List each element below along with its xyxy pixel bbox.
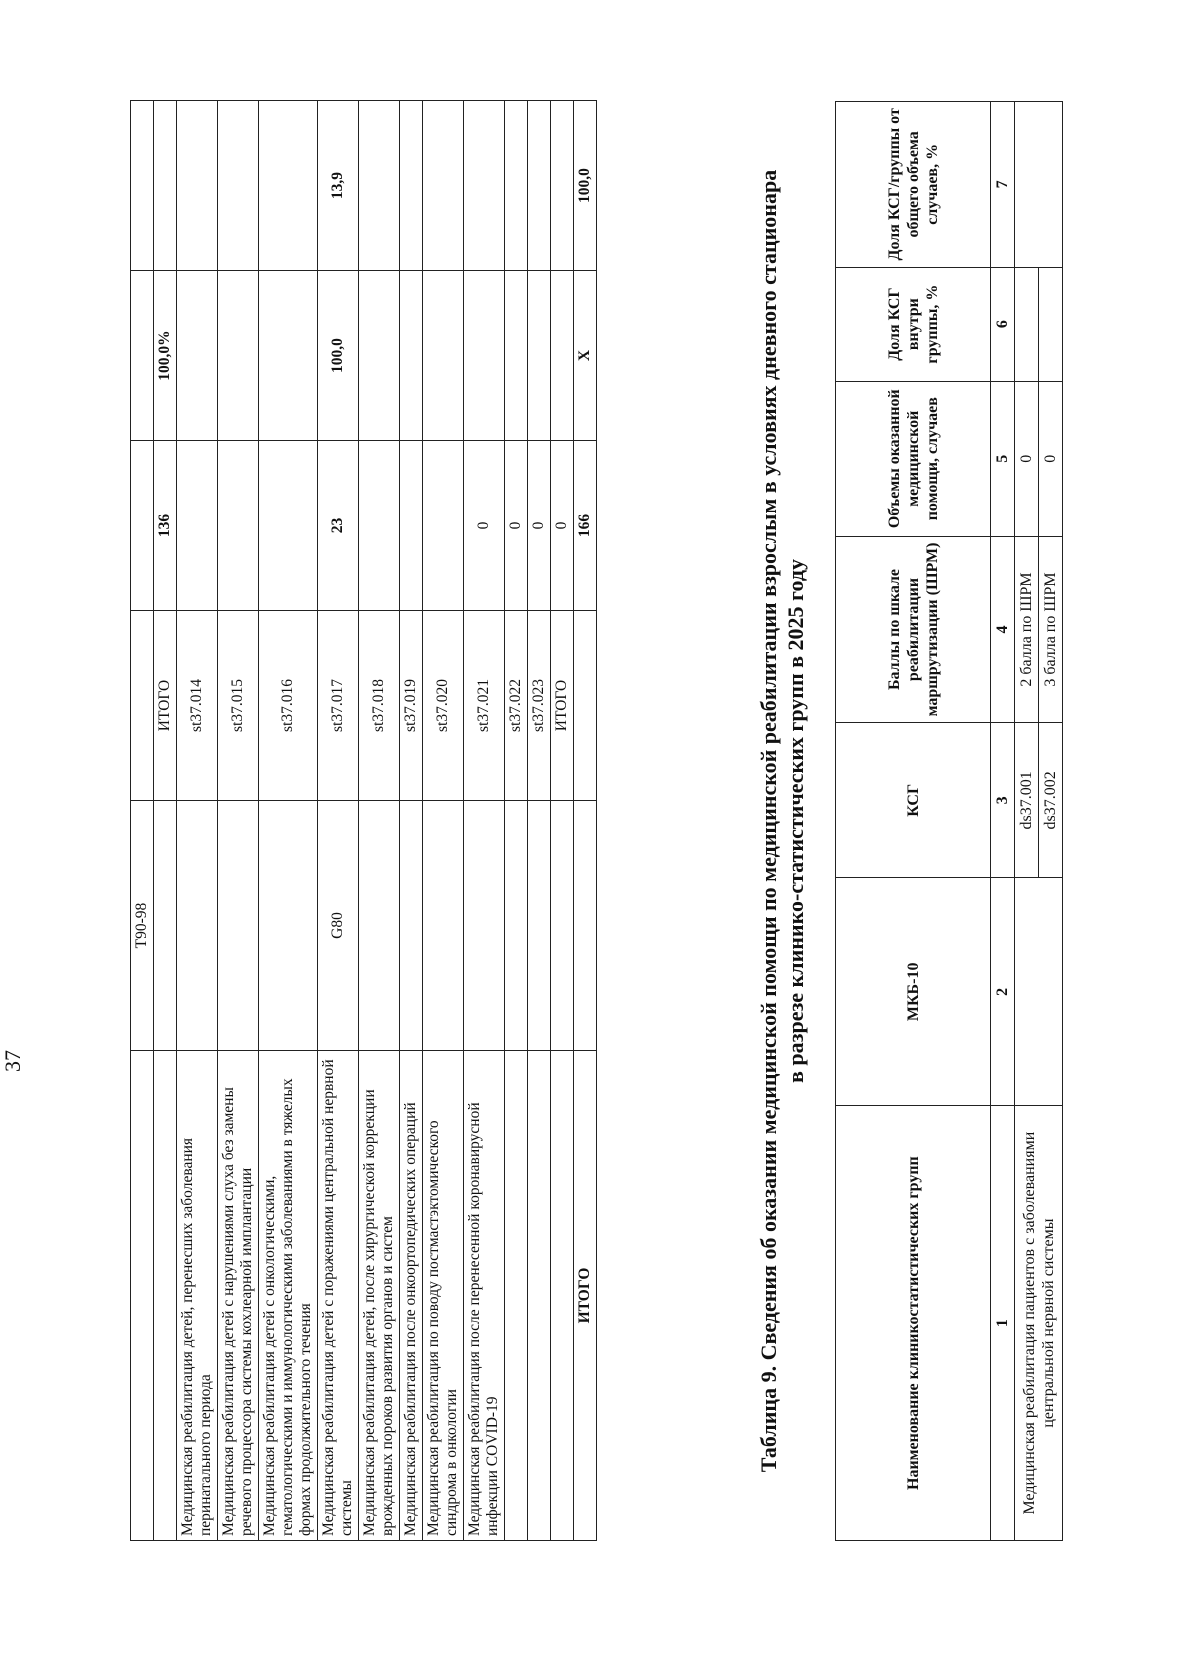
volume-cell [131,441,154,611]
share-total-cell [218,101,259,271]
share-in-group-cell [464,271,505,441]
group-name-cell: Медицинская реабилитация детей с нарушениями слуха без замены речевого процессора системы кохлеарной имплантации [218,1051,259,1541]
caption-line-1: Таблица 9. Сведения об оказании медицинской помощи по медицинской реабилитации взрослым в условиях дневного стационара [756,169,781,1473]
share-total-cell [131,101,154,271]
table-row [131,101,154,1541]
table-row [423,101,464,1541]
ksg-cell: ds37.001 [1015,723,1039,878]
mkb-cell [464,801,505,1051]
number-cell: 7 [991,102,1015,268]
number-cell: 1 [991,1106,1015,1541]
share-in-group-cell [359,271,400,441]
table-row [177,101,218,1541]
share-total-cell [400,101,423,271]
ksg-cell: st37.017 [318,611,359,801]
group-name-cell: Медицинская реабилитация пациентов с заболеваниями центральной нервной системы [1015,1106,1063,1541]
table-9-header-row [836,102,991,1541]
ksg-cell: ИТОГО [551,611,574,801]
table-9 [835,101,1063,1541]
table-row [551,101,574,1541]
share-in-group-cell [218,271,259,441]
shrm-cell: 2 балла по ШРМ [1015,536,1039,722]
group-name-cell [528,1051,551,1541]
volume-cell [359,441,400,611]
table-row [574,101,597,1541]
number-cell: 3 [991,723,1015,878]
ksg-cell: st37.022 [505,611,528,801]
ksg-cell: st37.018 [359,611,400,801]
table-row [259,101,318,1541]
volume-cell [218,441,259,611]
volume-cell [177,441,218,611]
share-in-group-cell [551,271,574,441]
share-total-cell [359,101,400,271]
group-name-cell: Медицинская реабилитация детей с поражениями центральной нервной системы [318,1051,359,1541]
mkb-cell [154,801,177,1051]
table-row [218,101,259,1541]
share-in-group-cell [1015,267,1039,381]
caption-line-2: в разрезе клинико-статистических групп в 2025 году [783,559,808,1083]
ksg-cell: st37.015 [218,611,259,801]
number-cell: 2 [991,878,1015,1106]
share-in-group-cell [423,271,464,441]
volume-cell: 0 [528,441,551,611]
ksg-cell: st37.019 [400,611,423,801]
mkb-cell [177,801,218,1051]
page-number: 37 [0,1050,25,1072]
mkb-cell [423,801,464,1051]
share-in-group-cell [177,271,218,441]
ksg-cell [574,611,597,801]
share-total-cell [528,101,551,271]
ksg-cell: st37.021 [464,611,505,801]
share-in-group-cell: 100,0 [318,271,359,441]
share-in-group-cell: 100,0% [154,271,177,441]
share-total-cell [423,101,464,271]
mkb-cell [1015,878,1063,1106]
ksg-cell: st37.020 [423,611,464,801]
table-9-caption [755,101,809,1541]
share-total-cell: 100,0 [574,101,597,271]
share-in-group-cell [259,271,318,441]
share-total-cell: 13,9 [318,101,359,271]
volume-cell: 166 [574,441,597,611]
share-in-group-cell [505,271,528,441]
group-name-cell [154,1051,177,1541]
mkb-cell [505,801,528,1051]
volume-cell: 136 [154,441,177,611]
ksg-cell: st37.016 [259,611,318,801]
volume-cell [400,441,423,611]
share-in-group-cell [400,271,423,441]
share-total-cell [177,101,218,271]
mkb-cell [359,801,400,1051]
volume-cell: 0 [1039,381,1063,536]
share-in-group-cell [528,271,551,441]
group-name-cell: Медицинская реабилитация после перенесенной коронавирусной инфекции COVID-19 [464,1051,505,1541]
share-in-group-cell: Х [574,271,597,441]
share-total-cell [551,101,574,271]
group-name-cell [131,1051,154,1541]
mkb-cell: G80 [318,801,359,1051]
group-name-cell: Медицинская реабилитация детей с онкологическими, гематологическими и иммунологическими заболеваниями в тяжелых формах продолжительного течения [259,1051,318,1541]
header-cell: Наименование клиникостатистических групп [836,1106,991,1541]
number-cell: 4 [991,536,1015,722]
mkb-cell [574,801,597,1051]
mkb-cell [400,801,423,1051]
volume-cell [259,441,318,611]
ksg-cell: st37.023 [528,611,551,801]
share-in-group-cell [131,271,154,441]
volume-cell: 23 [318,441,359,611]
group-name-cell: Медицинская реабилитация после онкоортопедических операций [400,1051,423,1541]
table-row [400,101,423,1541]
ksg-cell [131,611,154,801]
group-name-cell: ИТОГО [574,1051,597,1541]
share-in-group-cell [1039,267,1063,381]
table-row [505,101,528,1541]
shrm-cell: 3 балла по ШРМ [1039,536,1063,722]
group-name-cell: Медицинская реабилитация детей, после хирургической коррекции врожденных пороков развития органов и систем [359,1051,400,1541]
number-cell: 5 [991,381,1015,536]
table-row [154,101,177,1541]
mkb-cell [551,801,574,1051]
number-cell: 6 [991,267,1015,381]
header-cell: Баллы по шкале реабилитации маршрутизации (ШРМ) [836,536,991,722]
header-cell: Объемы оказанной медицинской помощи, случаев [836,381,991,536]
group-name-cell [505,1051,528,1541]
table-ksg-children [130,100,597,1541]
mkb-cell [218,801,259,1051]
mkb-cell: T90-98 [131,801,154,1051]
volume-cell: 0 [505,441,528,611]
table-row [528,101,551,1541]
table-row [464,101,505,1541]
table-row [1015,102,1039,1541]
ksg-cell: ds37.002 [1039,723,1063,878]
table-9-number-row [991,102,1015,1541]
share-total-cell [259,101,318,271]
volume-cell [423,441,464,611]
volume-cell: 0 [464,441,505,611]
volume-cell: 0 [551,441,574,611]
share-total-cell [464,101,505,271]
mkb-cell [259,801,318,1051]
header-cell: КСГ [836,723,991,878]
table-row [359,101,400,1541]
group-name-cell [551,1051,574,1541]
ksg-cell: st37.014 [177,611,218,801]
ksg-cell: ИТОГО [154,611,177,801]
share-total-cell [1015,102,1063,268]
header-cell: Доля КСГ/группы от общего объема случаев, % [836,102,991,268]
share-total-cell [505,101,528,271]
table-row [318,101,359,1541]
group-name-cell: Медицинская реабилитация по поводу постмастэктомического синдрома в онкологии [423,1051,464,1541]
share-total-cell [154,101,177,271]
volume-cell: 0 [1015,381,1039,536]
group-name-cell: Медицинская реабилитация детей, перенесших заболевания перинатального периода [177,1051,218,1541]
mkb-cell [528,801,551,1051]
header-cell: МКБ-10 [836,878,991,1106]
header-cell: Доля КСГ внутри группы, % [836,267,991,381]
